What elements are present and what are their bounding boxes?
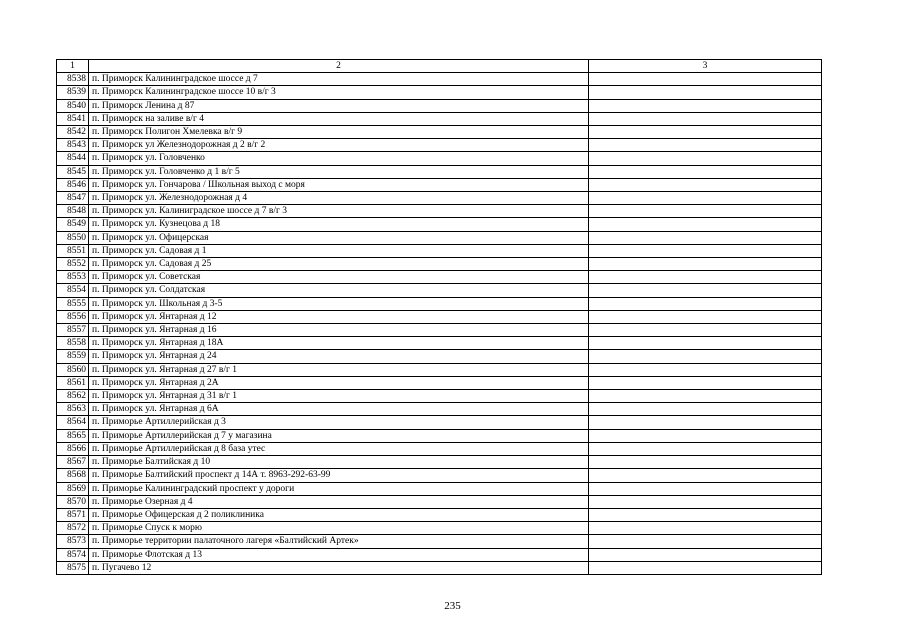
note-cell [589,324,822,337]
address-cell: п. Приморск ул. Головченко [89,152,589,165]
note-cell [589,429,822,442]
address-cell: п. Приморск Калининградское шоссе д 7 [89,73,589,86]
table-row [57,522,822,535]
row-number-cell: 8573 [57,535,89,548]
row-number-cell: 8541 [57,112,89,125]
address-cell: п. Приморье Балтийская д 10 [89,456,589,469]
note-cell [589,178,822,191]
address-cell: п. Приморск ул. Янтарная д 31 в/г 1 [89,390,589,403]
row-number-cell: 8544 [57,152,89,165]
address-table [56,59,822,575]
row-number-cell: 8561 [57,376,89,389]
row-number-cell: 8540 [57,99,89,112]
note-cell [589,403,822,416]
row-number-cell: 8575 [57,561,89,574]
table-row [57,416,822,429]
table-header-row [57,60,822,73]
address-cell: п. Приморье Спуск к морю [89,522,589,535]
row-number-cell: 8545 [57,165,89,178]
row-number-cell: 8567 [57,456,89,469]
table-row [57,139,822,152]
row-number-cell: 8542 [57,126,89,139]
row-number-cell: 8539 [57,86,89,99]
address-cell: п. Приморск Ленина д 87 [89,99,589,112]
row-number-cell: 8543 [57,139,89,152]
note-cell [589,522,822,535]
table-row [57,271,822,284]
note-cell [589,390,822,403]
row-number-cell: 8560 [57,363,89,376]
column-header-2: 2 [89,60,589,73]
note-cell [589,495,822,508]
note-cell [589,310,822,323]
row-number-cell: 8538 [57,73,89,86]
row-number-cell: 8569 [57,482,89,495]
table-row [57,337,822,350]
note-cell [589,376,822,389]
table-row [57,548,822,561]
row-number-cell: 8551 [57,244,89,257]
row-number-cell: 8564 [57,416,89,429]
note-cell [589,139,822,152]
address-cell: п. Приморск ул. Офицерская [89,231,589,244]
table-row [57,284,822,297]
table-row [57,126,822,139]
note-cell [589,192,822,205]
row-number-cell: 8572 [57,522,89,535]
note-cell [589,548,822,561]
row-number-cell: 8558 [57,337,89,350]
table-row [57,376,822,389]
address-cell: п. Приморск Полигон Хмелевка в/г 9 [89,126,589,139]
address-cell: п. Приморск ул Железнодорожная д 2 в/г 2 [89,139,589,152]
row-number-cell: 8553 [57,271,89,284]
note-cell [589,86,822,99]
table-row [57,324,822,337]
row-number-cell: 8562 [57,390,89,403]
note-cell [589,244,822,257]
table-row [57,495,822,508]
row-number-cell: 8554 [57,284,89,297]
address-cell: п. Приморск ул. Янтарная д 12 [89,310,589,323]
note-cell [589,112,822,125]
row-number-cell: 8546 [57,178,89,191]
table-row [57,73,822,86]
note-cell [589,350,822,363]
address-cell: п. Приморск ул. Садовая д 1 [89,244,589,257]
address-cell: п. Приморск ул. Школьная д 3-5 [89,297,589,310]
table-row [57,112,822,125]
table-row [57,192,822,205]
table-row [57,178,822,191]
address-cell: п. Приморск ул. Гончарова / Школьная выход с моря [89,178,589,191]
note-cell [589,337,822,350]
address-cell: п. Приморск Калининградское шоссе 10 в/г 3 [89,86,589,99]
row-number-cell: 8566 [57,442,89,455]
row-number-cell: 8547 [57,192,89,205]
table-row [57,390,822,403]
address-cell: п. Приморск ул. Головченко д 1 в/г 5 [89,165,589,178]
table-row [57,469,822,482]
table-row [57,297,822,310]
address-cell: п. Приморск ул. Кузнецова д 18 [89,218,589,231]
table-row [57,152,822,165]
address-cell: п. Приморье Артиллерийская д 8 база утес [89,442,589,455]
address-cell: п. Приморье Артиллерийская д 3 [89,416,589,429]
table-row [57,429,822,442]
address-cell: п. Пугачево 12 [89,561,589,574]
row-number-cell: 8565 [57,429,89,442]
row-number-cell: 8568 [57,469,89,482]
row-number-cell: 8557 [57,324,89,337]
note-cell [589,231,822,244]
table-row [57,403,822,416]
row-number-cell: 8559 [57,350,89,363]
address-cell: п. Приморье Офицерская д 2 поликлиника [89,508,589,521]
table-row [57,258,822,271]
column-header-1: 1 [57,60,89,73]
table-row [57,99,822,112]
row-number-cell: 8555 [57,297,89,310]
note-cell [589,561,822,574]
note-cell [589,126,822,139]
address-cell: п. Приморье Балтийский проспект д 14А т. 8963-292-63-99 [89,469,589,482]
row-number-cell: 8552 [57,258,89,271]
note-cell [589,73,822,86]
row-number-cell: 8574 [57,548,89,561]
address-cell: п. Приморье Озерная д 4 [89,495,589,508]
address-cell: п. Приморск ул. Советская [89,271,589,284]
address-cell: п. Приморск ул. Янтарная д 16 [89,324,589,337]
table-row [57,508,822,521]
column-header-3: 3 [589,60,822,73]
address-cell: п. Приморск ул. Солдатская [89,284,589,297]
note-cell [589,535,822,548]
table-row [57,244,822,257]
table-row [57,561,822,574]
address-cell: п. Приморье Флотская д 13 [89,548,589,561]
row-number-cell: 8570 [57,495,89,508]
row-number-cell: 8548 [57,205,89,218]
table-row [57,535,822,548]
table-row [57,205,822,218]
row-number-cell: 8571 [57,508,89,521]
table-row [57,442,822,455]
note-cell [589,508,822,521]
row-number-cell: 8563 [57,403,89,416]
table-row [57,310,822,323]
table-row [57,165,822,178]
table-body [57,60,822,575]
address-cell: п. Приморье территории палаточного лагеря «Балтийский Артек» [89,535,589,548]
page-number: 235 [444,600,461,612]
note-cell [589,363,822,376]
note-cell [589,165,822,178]
note-cell [589,442,822,455]
address-cell: п. Приморск ул. Янтарная д 18А [89,337,589,350]
address-cell: п. Приморск ул. Янтарная д 24 [89,350,589,363]
note-cell [589,482,822,495]
row-number-cell: 8550 [57,231,89,244]
note-cell [589,456,822,469]
table-row [57,482,822,495]
row-number-cell: 8549 [57,218,89,231]
address-cell: п. Приморск ул. Янтарная д 27 в/г 1 [89,363,589,376]
table-row [57,231,822,244]
table-row [57,218,822,231]
table-row [57,363,822,376]
note-cell [589,152,822,165]
note-cell [589,297,822,310]
note-cell [589,218,822,231]
note-cell [589,284,822,297]
table-row [57,350,822,363]
address-cell: п. Приморск ул. Янтарная д 6А [89,403,589,416]
address-cell: п. Приморск ул. Железнодорожная д 4 [89,192,589,205]
table-row [57,456,822,469]
address-cell: п. Приморье Артиллерийская д 7 у магазина [89,429,589,442]
note-cell [589,99,822,112]
address-cell: п. Приморск ул. Садовая д 25 [89,258,589,271]
table-row [57,86,822,99]
address-cell: п. Приморск ул. Калинигрaдское шоссе д 7 в/г 3 [89,205,589,218]
address-cell: п. Приморск на заливе в/г 4 [89,112,589,125]
address-cell: п. Приморск ул. Янтарная д 2А [89,376,589,389]
note-cell [589,271,822,284]
note-cell [589,416,822,429]
row-number-cell: 8556 [57,310,89,323]
note-cell [589,469,822,482]
note-cell [589,205,822,218]
address-cell: п. Приморье Калининградский проспект у дороги [89,482,589,495]
note-cell [589,258,822,271]
